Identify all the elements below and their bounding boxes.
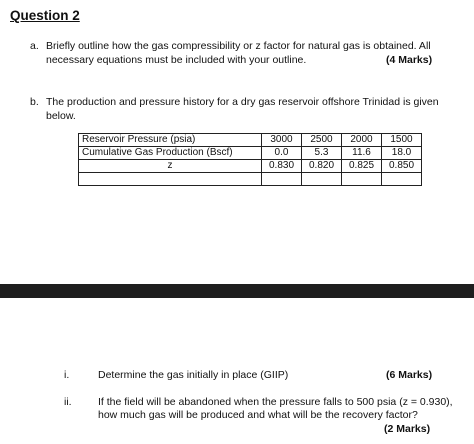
part-i-marks: (6 Marks) <box>386 369 433 381</box>
row-label: Reservoir Pressure (psia) <box>79 134 262 147</box>
part-ii-marks: (2 Marks) <box>384 423 431 435</box>
table-cell: 0.850 <box>382 160 422 173</box>
part-a-marks: (4 Marks) <box>386 54 433 66</box>
table-cell: 2500 <box>302 134 342 147</box>
part-ii-line2: how much gas will be produced and what will be the recovery factor? <box>98 409 418 421</box>
part-i-label: i. <box>64 369 70 381</box>
part-a-line1: Briefly outline how the gas compressibility or z factor for natural gas is obtained. All <box>46 40 431 52</box>
table-cell: 3000 <box>262 134 302 147</box>
table-row <box>79 160 422 173</box>
table-cell: 11.6 <box>342 147 382 160</box>
table-cell <box>302 173 342 186</box>
table-row <box>79 134 422 147</box>
table-row <box>79 173 422 186</box>
question-title: Question 2 <box>10 8 80 23</box>
row-label <box>79 173 262 186</box>
production-history-table <box>78 133 422 186</box>
table-cell: 0.0 <box>262 147 302 160</box>
table-cell <box>342 173 382 186</box>
part-b-line1: The production and pressure history for a dry gas reservoir offshore Trinidad is given <box>46 96 439 108</box>
page-divider <box>0 284 474 298</box>
table-cell: 0.820 <box>302 160 342 173</box>
table-cell: 0.830 <box>262 160 302 173</box>
part-a-line2: necessary equations must be included with your outline. <box>46 54 307 66</box>
part-ii-line1: If the field will be abandoned when the pressure falls to 500 psia (z = 0.930), <box>98 396 453 408</box>
table-cell: 5.3 <box>302 147 342 160</box>
row-label: Cumulative Gas Production (Bscf) <box>79 147 262 160</box>
table-cell: 2000 <box>342 134 382 147</box>
table-cell: 1500 <box>382 134 422 147</box>
table-cell <box>382 173 422 186</box>
table-cell <box>262 173 302 186</box>
row-label: z <box>79 160 262 173</box>
table-cell: 0.825 <box>342 160 382 173</box>
part-i-text: Determine the gas initially in place (GIIP) <box>98 369 289 381</box>
part-ii-label: ii. <box>64 396 72 408</box>
part-a-label: a. <box>30 40 39 52</box>
table-cell: 18.0 <box>382 147 422 160</box>
part-b-line2: below. <box>46 110 76 122</box>
part-b-label: b. <box>30 96 39 108</box>
table-row <box>79 147 422 160</box>
